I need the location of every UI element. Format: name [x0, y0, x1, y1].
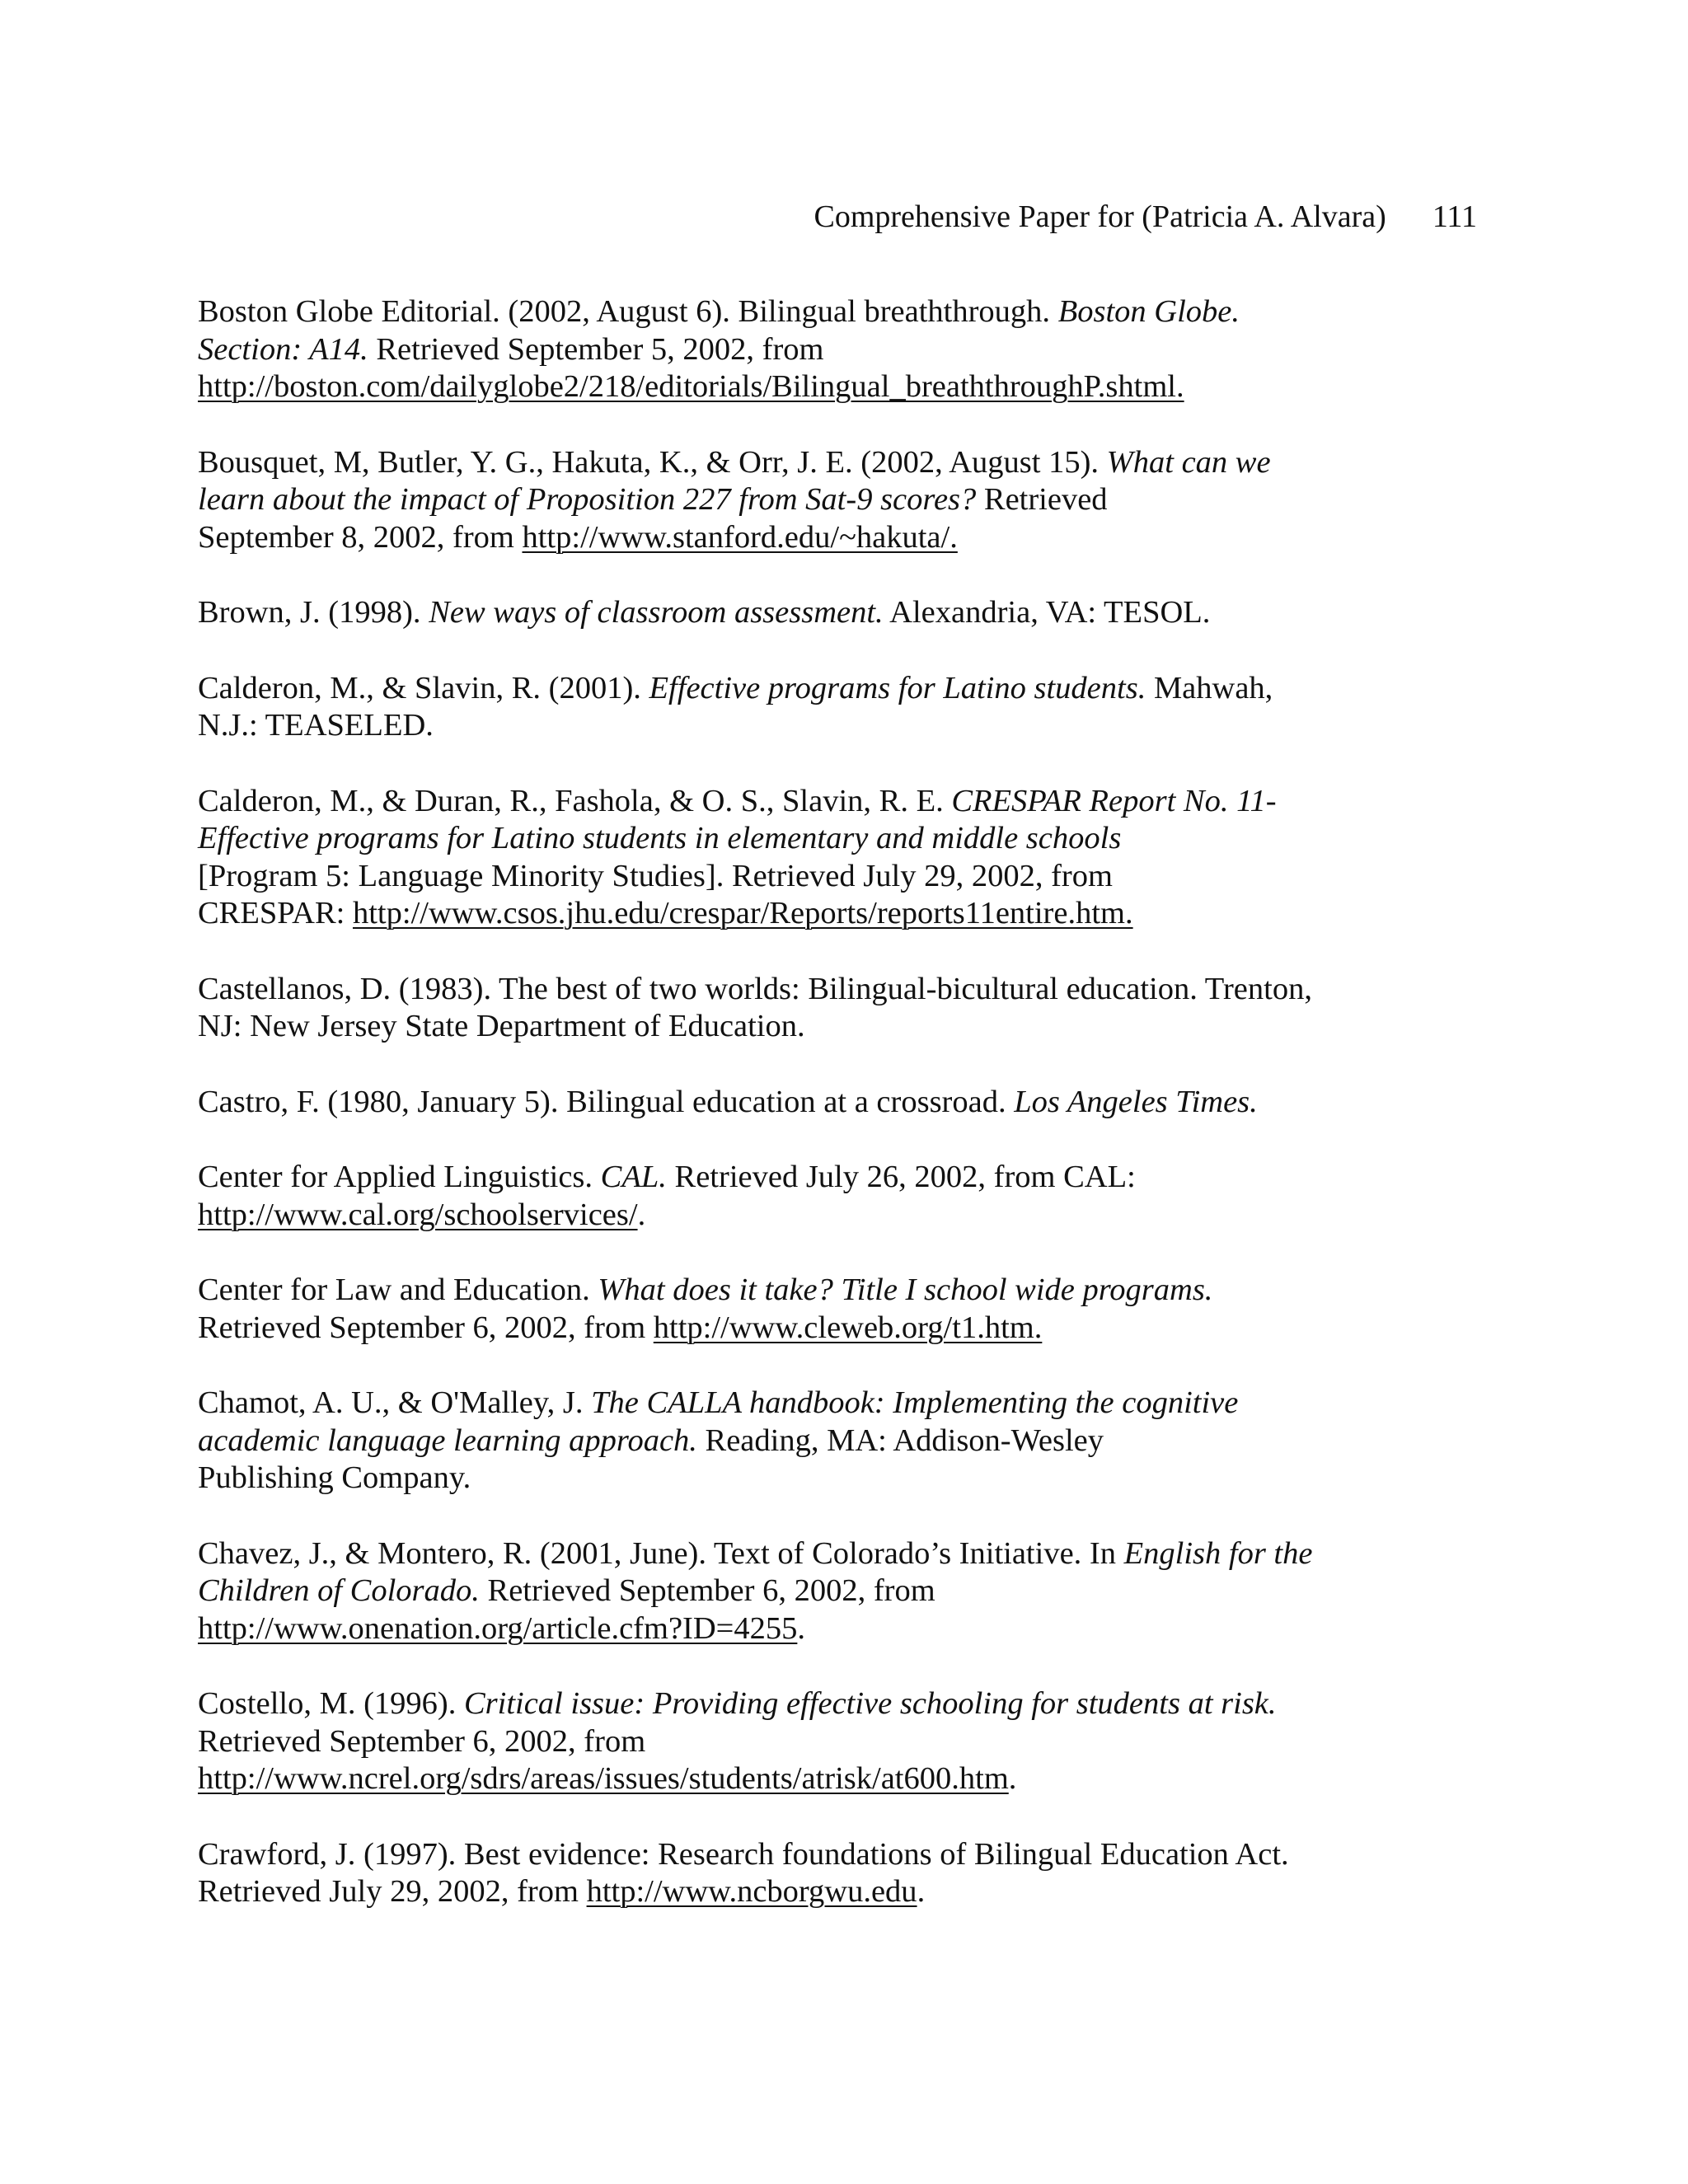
- reference-line: [198, 1385, 1385, 1422]
- reference-line: [198, 820, 1385, 858]
- page-number: 111: [1432, 199, 1477, 234]
- reference-text: Calderon, M., & Duran, R., Fashola, & O. S., Slavin, R. E.: [198, 783, 952, 818]
- reference-line: [198, 594, 1385, 632]
- reference-line: [198, 783, 1385, 821]
- reference-entry: [198, 293, 1385, 406]
- reference-text: September 8, 2002, from: [198, 519, 523, 555]
- reference-text: Crawford, J. (1997). Best evidence: Research foundations of Bilingual Education Act.: [198, 1836, 1289, 1872]
- reference-entry: [198, 971, 1385, 1046]
- italic-title: English for the: [1123, 1535, 1313, 1571]
- reference-line: [198, 1760, 1385, 1798]
- reference-text: Publishing Company.: [198, 1460, 471, 1495]
- reference-entry: [198, 444, 1385, 557]
- reference-line: [198, 444, 1385, 482]
- reference-text: Boston Globe Editorial. (2002, August 6). Bilingual breaththrough.: [198, 294, 1058, 329]
- reference-text: Reading, MA: Addison-Wesley: [696, 1422, 1104, 1458]
- italic-title: What does it take? Title I school wide programs.: [598, 1272, 1213, 1307]
- reference-line: [198, 971, 1385, 1009]
- reference-text: [Program 5: Language Minority Studies]. Retrieved July 29, 2002, from: [198, 858, 1113, 893]
- italic-title: Effective programs for Latino students.: [649, 670, 1146, 705]
- reference-url[interactable]: http://www.ncborgwu.edu: [586, 1874, 917, 1909]
- reference-text: Alexandria, VA: TESOL.: [883, 595, 1211, 630]
- reference-entry: [198, 1836, 1385, 1911]
- reference-url[interactable]: http://www.stanford.edu/~hakuta/.: [522, 519, 958, 555]
- reference-line: [198, 368, 1385, 406]
- reference-line: [198, 519, 1385, 557]
- italic-title: Children of Colorado.: [198, 1573, 480, 1608]
- reference-line: [198, 293, 1385, 331]
- reference-text: Retrieved September 5, 2002, from: [368, 331, 824, 367]
- reference-line: [198, 858, 1385, 896]
- italic-title: academic language learning approach.: [198, 1422, 697, 1458]
- reference-line: [198, 1008, 1385, 1046]
- reference-line: [198, 1610, 1385, 1648]
- reference-text: Chavez, J., & Montero, R. (2001, June). Text of Colorado’s Initiative. In: [198, 1535, 1124, 1571]
- reference-entry: [198, 1385, 1385, 1497]
- reference-text: Retrieved September 6, 2002, from: [198, 1310, 654, 1345]
- reference-text: NJ: New Jersey State Department of Education.: [198, 1009, 805, 1043]
- reference-line: [198, 1873, 1385, 1911]
- reference-url[interactable]: http://www.onenation.org/article.cfm?ID=4255: [198, 1610, 798, 1646]
- reference-text: Costello, M. (1996).: [198, 1686, 464, 1721]
- reference-entry: [198, 1685, 1385, 1798]
- italic-title: Effective programs for Latino students in elementary and middle schools: [198, 821, 1122, 855]
- reference-url[interactable]: http://www.cal.org/schoolservices/: [198, 1197, 638, 1232]
- reference-text: N.J.: TEASELED.: [198, 708, 434, 743]
- reference-line: [198, 1272, 1385, 1310]
- reference-line: [198, 707, 1385, 745]
- reference-line: [198, 1310, 1385, 1347]
- reference-line: [198, 1197, 1385, 1235]
- italic-title: New ways of classroom assessment.: [429, 595, 884, 630]
- running-head: [0, 196, 1477, 237]
- reference-line: [198, 1723, 1385, 1761]
- reference-text: Bousquet, M, Butler, Y. G., Hakuta, K., & Orr, J. E. (2002, August 15).: [198, 444, 1107, 480]
- reference-text: .: [1008, 1761, 1017, 1796]
- italic-title: Boston Globe.: [1057, 294, 1240, 329]
- reference-text: Retrieved July 29, 2002, from: [198, 1874, 587, 1909]
- italic-title: Los Angeles Times.: [1014, 1084, 1258, 1119]
- italic-title: CRESPAR Report No. 11-: [951, 783, 1277, 818]
- reference-text: Retrieved: [976, 482, 1108, 517]
- reference-line: [198, 1159, 1385, 1197]
- reference-line: [198, 670, 1385, 708]
- italic-title: Section: A14.: [198, 331, 368, 367]
- reference-line: [198, 1685, 1385, 1723]
- reference-entry: [198, 783, 1385, 933]
- reference-line: [198, 481, 1385, 519]
- reference-text: .: [797, 1610, 805, 1646]
- reference-line: [198, 1836, 1385, 1874]
- reference-entry: [198, 670, 1385, 745]
- reference-entry: [198, 1272, 1385, 1347]
- reference-text: Center for Law and Education.: [198, 1272, 598, 1307]
- running-head-title: Comprehensive Paper for (Patricia A. Alvara): [814, 199, 1386, 234]
- reference-line: [198, 1422, 1385, 1460]
- italic-title: Critical issue: Providing effective schooling for students at risk.: [463, 1686, 1277, 1721]
- reference-text: Castellanos, D. (1983). The best of two worlds: Bilingual-bicultural education. Trenton,: [198, 971, 1312, 1006]
- reference-list: [198, 293, 1385, 1949]
- reference-text: Retrieved September 6, 2002, from: [479, 1573, 935, 1608]
- reference-text: Mahwah,: [1146, 670, 1273, 705]
- reference-line: [198, 1460, 1385, 1497]
- reference-url[interactable]: http://www.cleweb.org/t1.htm.: [653, 1310, 1043, 1345]
- italic-title: The CALLA handbook: Implementing the cognitive: [591, 1385, 1239, 1420]
- reference-url[interactable]: http://boston.com/dailyglobe2/218/editorials/Bilingual_breaththroughP.shtml.: [198, 369, 1184, 404]
- reference-text: Retrieved September 6, 2002, from: [198, 1723, 646, 1759]
- reference-entry: [198, 1084, 1385, 1122]
- reference-text: .: [637, 1197, 646, 1232]
- reference-text: Calderon, M., & Slavin, R. (2001).: [198, 670, 649, 705]
- reference-text: Castro, F. (1980, January 5). Bilingual education at a crossroad.: [198, 1084, 1015, 1119]
- reference-text: Chamot, A. U., & O'Malley, J.: [198, 1385, 592, 1420]
- reference-text: .: [917, 1874, 926, 1909]
- reference-url[interactable]: http://www.csos.jhu.edu/crespar/Reports/reports11entire.htm.: [352, 896, 1133, 930]
- italic-title: learn about the impact of Proposition 227 from Sat-9 scores?: [198, 482, 977, 517]
- reference-text: Center for Applied Linguistics.: [198, 1160, 601, 1194]
- reference-line: [198, 1572, 1385, 1610]
- reference-entry: [198, 594, 1385, 632]
- reference-text: Brown, J. (1998).: [198, 595, 429, 630]
- reference-entry: [198, 1159, 1385, 1234]
- reference-line: [198, 895, 1385, 933]
- reference-url[interactable]: http://www.ncrel.org/sdrs/areas/issues/students/atrisk/at600.htm: [198, 1761, 1009, 1796]
- reference-line: [198, 1084, 1385, 1122]
- reference-line: [198, 331, 1385, 369]
- reference-text: Retrieved July 26, 2002, from CAL:: [666, 1160, 1136, 1194]
- reference-text: CRESPAR:: [198, 896, 353, 930]
- reference-line: [198, 1535, 1385, 1573]
- italic-title: What can we: [1106, 444, 1271, 480]
- reference-entry: [198, 1535, 1385, 1648]
- italic-title: CAL.: [600, 1160, 667, 1194]
